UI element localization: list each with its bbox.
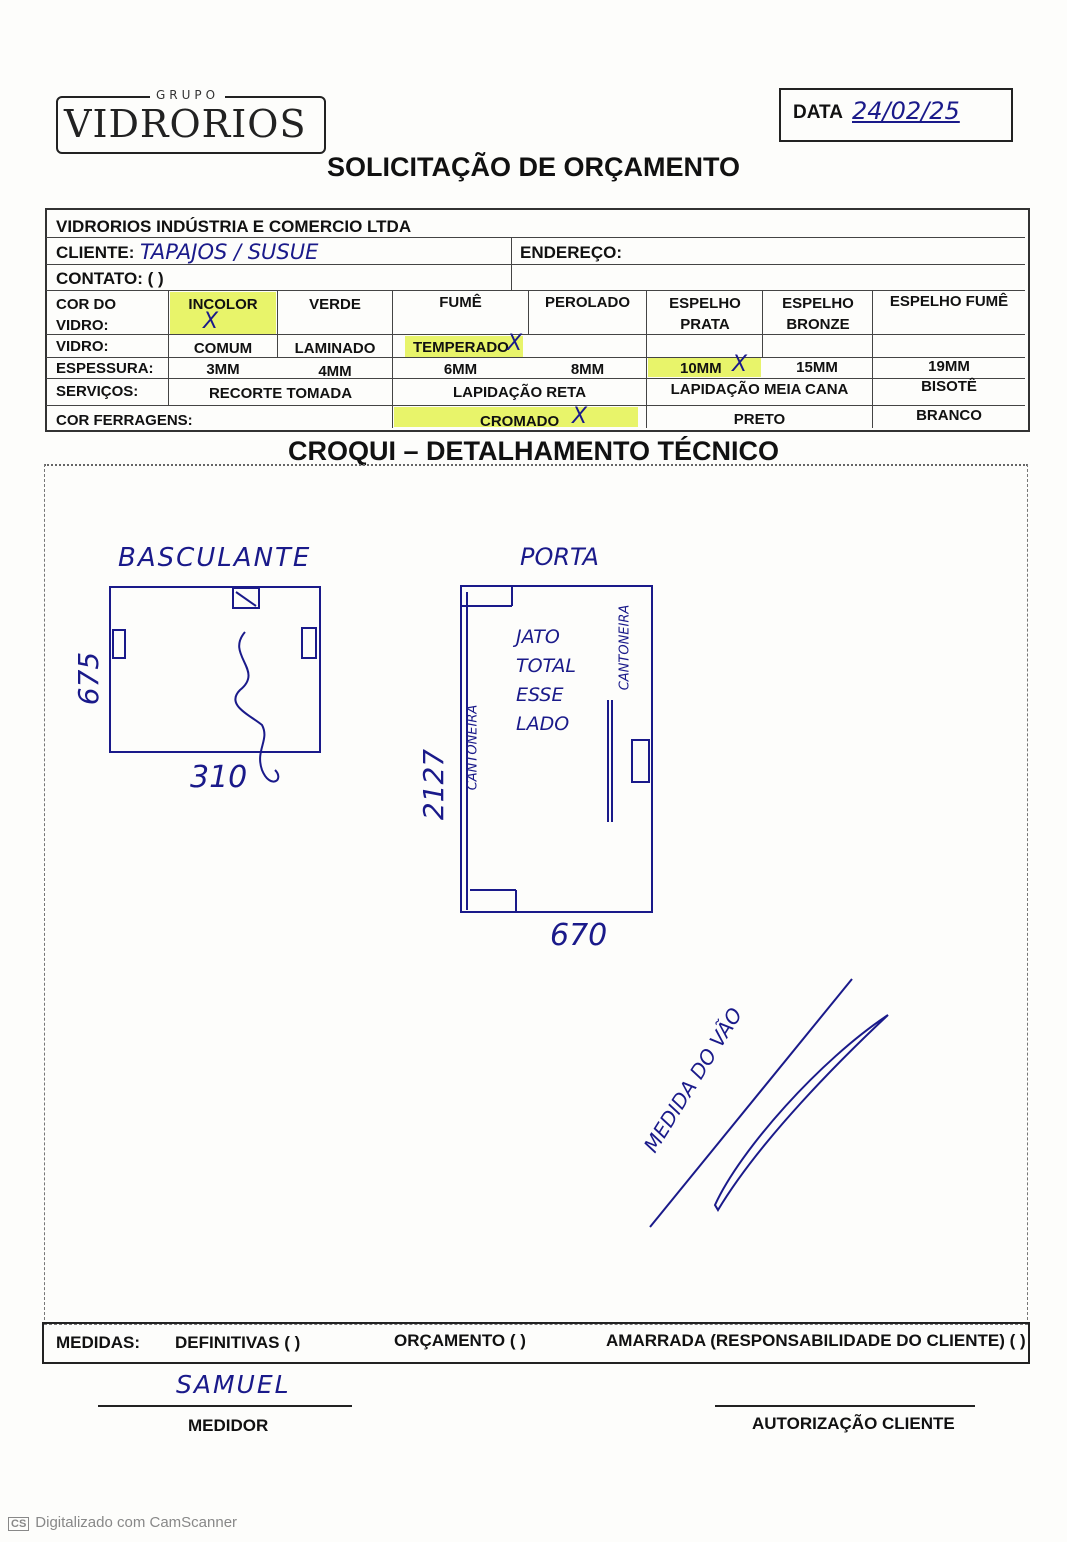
- service-option[interactable]: BISOTÊ: [921, 378, 977, 395]
- page-title: SOLICITAÇÃO DE ORÇAMENTO: [326, 152, 740, 182]
- client-value[interactable]: TAPAJOS / SUSUE: [140, 240, 319, 264]
- thickness-option[interactable]: 4MM: [318, 363, 352, 380]
- glass-color-option[interactable]: ESPELHO BRONZE: [782, 295, 854, 333]
- side-label-right: CANTONEIRA: [617, 604, 633, 691]
- glass-color-option[interactable]: INCOLOR: [188, 296, 258, 313]
- services-label: SERVIÇOS:: [56, 383, 139, 400]
- address-label: ENDEREÇO:: [520, 243, 623, 262]
- note-line: LADO: [516, 713, 570, 735]
- thickness-option[interactable]: 6MM: [443, 361, 478, 378]
- glass-color-option[interactable]: FUMÊ: [439, 294, 482, 311]
- thickness-option[interactable]: 15MM: [796, 359, 838, 376]
- window-label: BASCULANTE: [118, 543, 312, 573]
- door-lock: [632, 740, 649, 782]
- selection-mark: X: [732, 352, 748, 377]
- client-authorization-label: AUTORIZAÇÃO CLIENTE: [752, 1414, 955, 1433]
- measure-option-definitive[interactable]: DEFINITIVAS ( ): [175, 1333, 301, 1352]
- note-line: ESSE: [516, 684, 564, 706]
- door-width: 670: [550, 918, 608, 953]
- logo-group-text: GRUPO: [150, 88, 225, 102]
- side-label-left: CANTONEIRA: [465, 704, 481, 791]
- date-label: DATA: [793, 102, 843, 123]
- selection-mark: X: [203, 309, 219, 334]
- measurer-signature: SAMUEL: [176, 1370, 291, 1399]
- hardware-option[interactable]: PRETO: [733, 411, 786, 428]
- note-line: TOTAL: [516, 655, 577, 677]
- client-label: CLIENTE:: [56, 243, 135, 262]
- service-option[interactable]: LAPIDAÇÃO RETA: [452, 384, 587, 401]
- measurer-label: MEDIDOR: [188, 1416, 269, 1435]
- hardware-option[interactable]: CROMADO: [480, 413, 560, 430]
- glass-label: VIDRO:: [56, 338, 109, 355]
- window-outline: [110, 587, 320, 752]
- service-option[interactable]: LAPIDAÇÃO MEIA CANA: [670, 381, 849, 398]
- glass-color-label: COR DO VIDRO:: [56, 296, 116, 334]
- diagonal-line: [715, 1015, 888, 1210]
- hardware-label: COR FERRAGENS:: [56, 412, 193, 429]
- window-hinge-right: [302, 628, 316, 658]
- window-height: 675: [72, 651, 106, 706]
- measure-option-quote[interactable]: ORÇAMENTO ( ): [394, 1331, 526, 1350]
- glass-color-option[interactable]: ESPELHO FUMÊ: [889, 293, 1009, 310]
- logo-name: VIDRORIOS: [64, 102, 307, 146]
- measures-label: MEDIDAS:: [56, 1333, 141, 1352]
- company-name: VIDRORIOS INDÚSTRIA E COMERCIO LTDA: [56, 217, 412, 236]
- selection-mark: X: [572, 404, 588, 429]
- glass-type-option[interactable]: COMUM: [193, 340, 253, 357]
- door-note: [516, 623, 576, 739]
- scanner-watermark: [8, 1514, 237, 1531]
- window-width: 310: [190, 760, 248, 795]
- signature-line: [98, 1405, 352, 1407]
- selection-mark: X: [507, 331, 523, 356]
- hardware-option[interactable]: BRANCO: [916, 407, 982, 424]
- camscanner-logo-icon: CS: [8, 1517, 29, 1531]
- thickness-option[interactable]: 3MM: [206, 361, 240, 378]
- service-option[interactable]: RECORTE TOMADA: [208, 385, 353, 402]
- diagonal-note: MEDIDA DO VÃO: [638, 1003, 748, 1157]
- thickness-label: ESPESSURA:: [56, 360, 154, 377]
- glass-color-option[interactable]: ESPELHO PRATA: [669, 295, 741, 333]
- scanner-text: Digitalizado com CamScanner: [35, 1514, 238, 1531]
- date-value[interactable]: 24/02/25: [852, 97, 960, 125]
- glass-type-option[interactable]: TEMPERADO: [413, 339, 509, 356]
- glass-type-option[interactable]: LAMINADO: [294, 340, 376, 357]
- door-label: PORTA: [520, 543, 599, 571]
- signature-line: [715, 1405, 975, 1407]
- contact-label: CONTATO: ( ): [56, 269, 164, 288]
- glass-color-option[interactable]: PEROLADO: [544, 294, 630, 311]
- note-line: JATO: [516, 626, 560, 648]
- thickness-option[interactable]: 8MM: [570, 361, 605, 378]
- door-height: 2127: [417, 748, 451, 821]
- glass-color-option[interactable]: VERDE: [309, 296, 361, 313]
- thickness-option[interactable]: 10MM: [680, 360, 722, 377]
- sketch-title: CROQUI – DETALHAMENTO TÉCNICO: [287, 436, 779, 466]
- thickness-option[interactable]: 19MM: [928, 358, 970, 375]
- measure-option-tied[interactable]: AMARRADA (RESPONSABILIDADE DO CLIENTE) ( ): [606, 1331, 1026, 1350]
- window-hinge-left: [113, 630, 125, 658]
